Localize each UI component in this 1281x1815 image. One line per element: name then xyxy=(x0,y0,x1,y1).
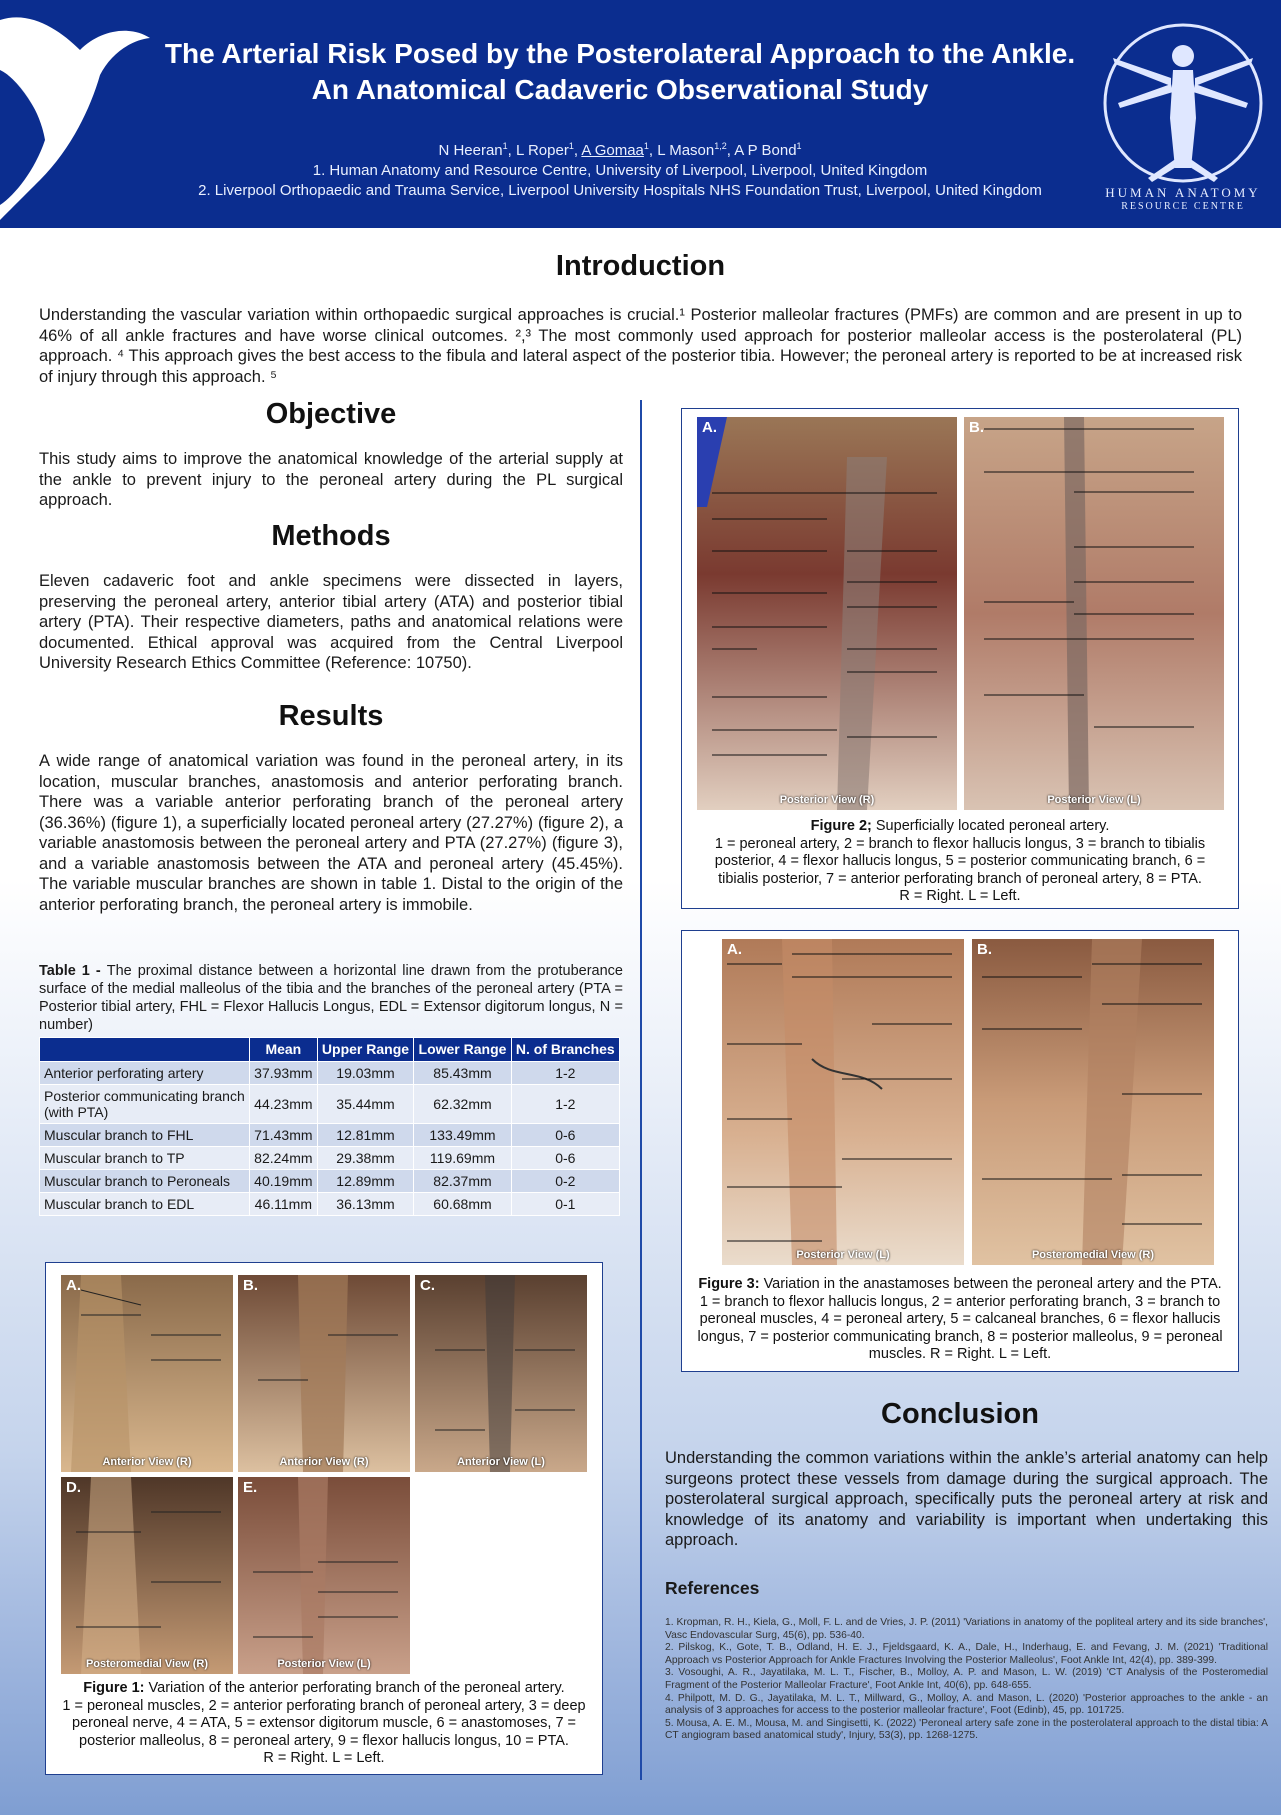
reference-item: 5. Mousa, A. E. M., Mousa, M. and Singisetti, K. (2022) 'Peroneal artery safe zone in the posterolateral approach to the distal tibia: A CT angiogram based anatomical study', Injury, 53(3), pp. 1268-1275. xyxy=(665,1717,1268,1742)
objective-text: This study aims to improve the anatomical knowledge of the arterial supply at the ankle to prevent injury to the peroneal artery during the PL surgical approach. xyxy=(39,450,623,509)
figure-1-legend: 1 = peroneal muscles, 2 = anterior perforating branch of peroneal artery, 3 = deep peroneal nerve, 4 = ATA, 5 = extensor digitorum muscle, 6 = anastomoses, 7 = posterior malleolus, 8 = peroneal artery, 9 = flexor hallucis longus, 10 = PTA. xyxy=(62,1697,586,1749)
figure-3-panel-b xyxy=(972,939,1214,1265)
author-sup: 1 xyxy=(502,141,508,151)
table-1-caption-text: The proximal distance between a horizontal line drawn from the protuberance surface of the medial malleolus of the tibia and the branches of the peroneal artery (PTA = Posterior tibial artery, FHL = Flexor Hallucis Longus, EDL = Extensor digitorum longus, N = number) xyxy=(39,963,623,1033)
figure-1-lr: R = Right. L = Left. xyxy=(263,1750,385,1766)
table-cell: 12.81mm xyxy=(317,1124,414,1147)
table-row xyxy=(40,1085,620,1124)
poster-header xyxy=(0,0,1281,228)
panel-letter: E. xyxy=(243,1479,258,1496)
table-row xyxy=(40,1124,620,1147)
author-name: L Mason xyxy=(657,142,715,159)
panel-letter: D. xyxy=(66,1479,81,1496)
table-cell: 119.69mm xyxy=(414,1147,511,1170)
figure-2-lr: R = Right. L = Left. xyxy=(899,888,1021,904)
table-cell: 0-2 xyxy=(511,1170,619,1193)
view-label: Posterior View (L) xyxy=(1047,794,1141,806)
figure-2-title: Superficially located peroneal artery. xyxy=(875,818,1110,834)
references-heading: References xyxy=(665,1578,760,1598)
table-cell: 82.37mm xyxy=(414,1170,511,1193)
conclusion-heading: Conclusion xyxy=(881,1398,1039,1430)
table-cell: 19.03mm xyxy=(317,1062,414,1085)
view-label: Posteromedial View (R) xyxy=(85,1658,209,1670)
panel-letter: A. xyxy=(727,941,742,958)
hac-logo-text xyxy=(1095,186,1271,214)
methods-heading: Methods xyxy=(271,520,391,552)
table-cell: Posterior communicating branch (with PTA) xyxy=(40,1085,250,1124)
table-row xyxy=(40,1147,620,1170)
table-row xyxy=(40,1062,620,1085)
figure-3-panel-a xyxy=(722,939,964,1265)
figure-3-label: Figure 3: xyxy=(698,1276,764,1292)
panel-letter: A. xyxy=(702,419,717,436)
table-1 xyxy=(39,1037,620,1216)
methods-text: Eleven cadaveric foot and ankle specimens were dissected in layers, preserving the peroneal artery, anterior tibial artery (ATA) and posterior tibial artery (PTA). Their respective diameters, paths and anatomical relations were documented. Ethical approval was acquired from the Central Liverpool University Research Ethics Committee (Reference: 10750). xyxy=(39,572,623,672)
author-name: A P Bond xyxy=(734,142,797,159)
author-sup: 1 xyxy=(796,141,802,151)
figure-2-caption xyxy=(696,818,1224,906)
figure-2-legend: 1 = peroneal artery, 2 = branch to flexor hallucis longus, 3 = branch to tibialis posterior, 4 = flexor hallucis longus, 5 = posterior communicating branch, 6 = tibialis posterior, 7 = anterior perforating branch of peroneal artery, 8 = PTA. xyxy=(714,835,1206,887)
table-cell: 29.38mm xyxy=(317,1147,414,1170)
table-1-caption xyxy=(39,962,623,1034)
figure-3-title: Variation in the anastamoses between the peroneal artery and the PTA. xyxy=(763,1276,1222,1292)
figure-1-panel-c xyxy=(415,1275,587,1472)
table-cell: 0-6 xyxy=(511,1147,619,1170)
table-header-cell xyxy=(40,1038,250,1062)
figure-3-legend: 1 = branch to flexor hallucis longus, 2 = anterior perforating branch, 3 = branch to peroneal muscles, 4 = peroneal artery, 5 = calcaneal branches, 6 = flexor hallucis longus, 7 = posterior communicating branch, 8 = posterior malleolus, 9 = peroneal muscles. R = Right. L = Left. xyxy=(697,1293,1223,1362)
figure-3-caption xyxy=(688,1276,1232,1364)
table-cell: 82.24mm xyxy=(250,1147,318,1170)
table-header-cell: N. of Branches xyxy=(511,1038,619,1062)
author-name: L Roper xyxy=(516,142,569,159)
introduction-heading: Introduction xyxy=(555,250,726,282)
table-cell: 12.89mm xyxy=(317,1170,414,1193)
table-cell: 71.43mm xyxy=(250,1124,318,1147)
table-header-cell: Mean xyxy=(250,1038,318,1062)
conclusion-text: Understanding the common variations within the ankle’s arterial anatomy can help surgeons protect these vessels from damage during the surgical approach. The posterolateral surgical approach, specifically puts the peroneal artery at risk and knowledge of its anatomy and variability is important when undertaking this approach. xyxy=(665,1449,1268,1549)
figure-1-panel-e xyxy=(238,1477,410,1674)
author-sup: 1,2 xyxy=(714,141,727,151)
table-cell: Muscular branch to EDL xyxy=(40,1193,250,1216)
author-sup: 1 xyxy=(568,141,574,151)
panel-letter: B. xyxy=(977,941,992,958)
reference-item: 4. Philpott, M. D. G., Jayatilaka, M. L. T., Millward, G., Molloy, A. and Mason, L. (2020) 'Posterior approaches to the ankle - an analysis of 3 approaches for access to the posterior malleolar fracture', Foot (Edinb), 45, pp. 101725. xyxy=(665,1692,1268,1717)
view-label: Anterior View (R) xyxy=(279,1456,369,1468)
figure-1-panel-a xyxy=(61,1275,233,1472)
title-line-2: An Anatomical Cadaveric Observational Study xyxy=(311,74,929,105)
table-cell: 1-2 xyxy=(511,1062,619,1085)
reference-item: 2. Pilskog, K., Gote, T. B., Odland, H. E. J., Fjeldsgaard, K. A., Dale, H., Inderhaug, E. and Fevang, J. M. (2021) 'Traditional Approach vs Posterior Approach for Ankle Fractures Involving the Posterior Malleolus', Foot Ankle Int, 42(4), pp. 389-399. xyxy=(665,1642,1268,1666)
figure-2-panel-a xyxy=(697,417,957,810)
author-name: N Heeran xyxy=(438,142,503,159)
figure-1-panel-d xyxy=(61,1477,233,1674)
panel-letter: A. xyxy=(66,1277,81,1294)
table-cell: 62.32mm xyxy=(414,1085,511,1124)
logo-line-2: RESOURCE CENTRE xyxy=(1121,201,1245,212)
title-line-1: The Arterial Risk Posed by the Posterolateral Approach to the Ankle. xyxy=(164,38,1076,69)
affiliation-2: 2. Liverpool Orthopaedic and Trauma Service, Liverpool University Hospitals NHS Foundation Trust, Liverpool, United Kingdom xyxy=(198,182,1042,199)
logo-line-1: HUMAN ANATOMY xyxy=(1105,185,1261,200)
table-cell: Muscular branch to FHL xyxy=(40,1124,250,1147)
objective-heading: Objective xyxy=(265,398,397,430)
references-list xyxy=(665,1617,1268,1743)
results-text: A wide range of anatomical variation was found in the peroneal artery, in its location, muscular branches, anastomosis and anterior perforating branch. There was a variable anterior perforating branch of the peroneal artery (36.36%) (figure 1), a superficially located peroneal artery (27.27%) (figure 2), a variable anastomosis between the peroneal artery and PTA (27.27%) (figure 3), and a variable anastomosis between the ATA and peroneal artery (45.45%). The variable muscular branches are shown in table 1. Distal to the origin of the anterior perforating branch, the peroneal artery is immobile. xyxy=(39,752,623,914)
author-list: N Heeran$^1$, L Roper$^1$, A Gomaa$^1$, L Mason$^{1,2}$, A P Bond$^1$ xyxy=(438,141,802,159)
table-cell: 0-6 xyxy=(511,1124,619,1147)
table-row xyxy=(40,1170,620,1193)
figure-1 xyxy=(45,1262,603,1775)
table-header-row xyxy=(40,1038,620,1062)
table-1-label: Table 1 - xyxy=(39,963,107,979)
reference-item: 1. Kropman, R. H., Kiela, G., Moll, F. L. and de Vries, J. P. (2011) 'Variations in anatomy of the popliteal artery and its side branches', Vasc Endovascular Surg, 45(6), pp. 536-40. xyxy=(665,1617,1268,1641)
view-label: Anterior View (R) xyxy=(102,1456,192,1468)
poster-title xyxy=(120,36,1120,108)
figure-2-panel-b xyxy=(964,417,1224,810)
table-cell: 37.93mm xyxy=(250,1062,318,1085)
figure-3 xyxy=(681,930,1239,1372)
table-cell: 35.44mm xyxy=(317,1085,414,1124)
table-cell: 133.49mm xyxy=(414,1124,511,1147)
table-header-cell: Lower Range xyxy=(414,1038,511,1062)
table-cell: 36.13mm xyxy=(317,1193,414,1216)
table-cell: 46.11mm xyxy=(250,1193,318,1216)
author-block xyxy=(120,136,1120,201)
view-label: Anterior View (L) xyxy=(457,1456,545,1468)
introduction-text: Understanding the vascular variation within orthopaedic surgical approaches is crucial.¹ Posterior malleolar fractures (PMFs) are common and are present in up to 46% of all ankle fractures and have worse clinical outcomes. ²,³ The most commonly used approach for posterior malleolar access is the posterolateral (PL) approach. ⁴ This approach gives the best access to the fibula and lateral aspect of the posterior tibia. However; the peroneal artery is reported to be at increased risk of injury through this approach. ⁵ xyxy=(39,306,1242,386)
panel-letter: B. xyxy=(243,1277,258,1294)
author-name: A Gomaa xyxy=(581,142,644,159)
table-cell: 40.19mm xyxy=(250,1170,318,1193)
reference-item: 3. Vosoughi, A. R., Jayatilaka, M. L. T., Fischer, B., Molloy, A. P. and Mason, L. W. (2019) 'CT Analysis of the Posteromedial Fragment of the Posterior Malleolar Fracture', Foot Ankle Int, 40(6), pp. 648-655. xyxy=(665,1667,1268,1691)
table-cell: 0-1 xyxy=(511,1193,619,1216)
figure-1-caption xyxy=(50,1680,598,1768)
table-row xyxy=(40,1193,620,1216)
view-label: Posterior View (R) xyxy=(779,794,875,806)
figure-2-label: Figure 2; xyxy=(810,818,876,834)
author-sup: 1 xyxy=(643,141,649,151)
table-cell: Muscular branch to TP xyxy=(40,1147,250,1170)
panel-letter: B. xyxy=(969,419,984,436)
results-heading: Results xyxy=(278,700,384,732)
table-cell: 1-2 xyxy=(511,1085,619,1124)
view-label: Posteromedial View (R) xyxy=(1031,1249,1155,1261)
figure-2 xyxy=(681,408,1239,909)
view-label: Posterior View (L) xyxy=(796,1249,890,1261)
column-divider xyxy=(640,400,642,1780)
panel-letter: C. xyxy=(420,1277,435,1294)
table-header-cell: Upper Range xyxy=(317,1038,414,1062)
affiliation-1: 1. Human Anatomy and Resource Centre, University of Liverpool, Liverpool, United Kingdom xyxy=(312,162,928,179)
table-cell: 44.23mm xyxy=(250,1085,318,1124)
table-cell: 85.43mm xyxy=(414,1062,511,1085)
table-cell: Muscular branch to Peroneals xyxy=(40,1170,250,1193)
view-label: Posterior View (L) xyxy=(277,1658,371,1670)
figure-1-panel-b xyxy=(238,1275,410,1472)
figure-1-title: Variation of the anterior perforating branch of the peroneal artery. xyxy=(148,1680,565,1696)
table-cell: Anterior perforating artery xyxy=(40,1062,250,1085)
figure-1-label: Figure 1: xyxy=(83,1680,149,1696)
table-cell: 60.68mm xyxy=(414,1193,511,1216)
